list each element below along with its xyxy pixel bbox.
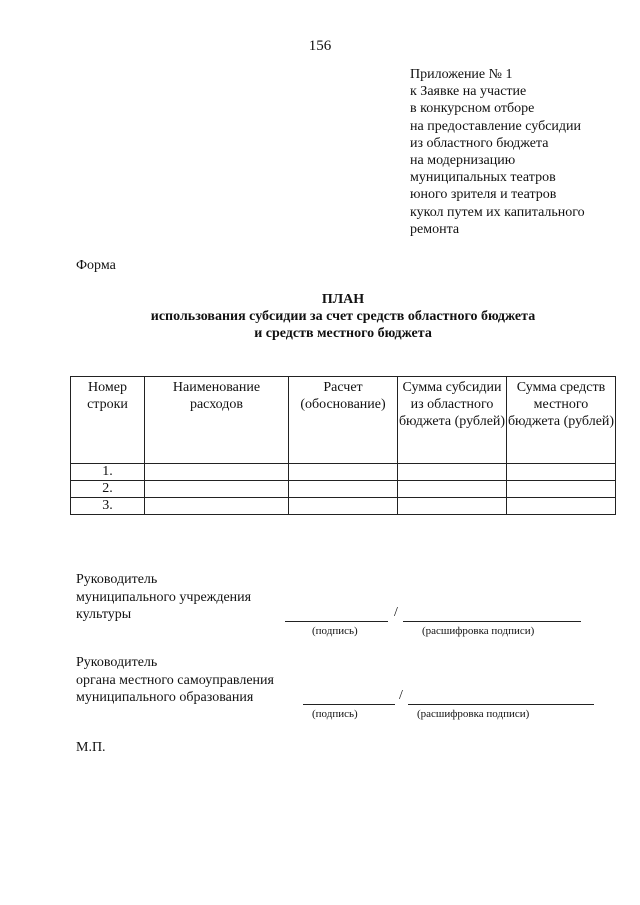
signature1-label xyxy=(76,571,251,624)
signature2-caption-decode: (расшифровка подписи) xyxy=(417,708,530,720)
appendix-line: Приложение № 1 xyxy=(410,67,513,82)
form-label: Форма xyxy=(76,258,116,273)
appendix-block xyxy=(410,66,585,238)
table-cell xyxy=(507,498,616,515)
signature1-caption-decode: (расшифровка подписи) xyxy=(422,625,535,637)
appendix-line: кукол путем их капитального xyxy=(410,204,585,220)
appendix-line: муниципальных театров xyxy=(410,170,556,186)
table-cell xyxy=(145,481,289,498)
table-cell xyxy=(145,498,289,515)
table-cell xyxy=(398,498,507,515)
appendix-line: на предоставление субсидии xyxy=(410,118,582,134)
signature2-decode-line xyxy=(408,704,594,705)
title-line-3: и средств местного бюджета xyxy=(254,326,432,341)
table-cell xyxy=(145,464,289,481)
column-header-local-budget: Сумма средств местного бюджета (рублей) xyxy=(507,377,616,464)
table-header-row xyxy=(71,377,616,464)
signature2-sign-line xyxy=(303,704,395,705)
signature1-label-line: Руководитель xyxy=(76,572,158,587)
column-header-expenses: Наименование расходов xyxy=(145,377,289,464)
appendix-line: к Заявке на участие xyxy=(410,84,527,100)
row-number-cell: 1. xyxy=(71,464,145,481)
appendix-line: в конкурсном отборе xyxy=(410,101,535,117)
signature1-label-line: муниципального учреждения xyxy=(76,589,252,605)
table-row xyxy=(71,498,616,515)
signature1-decode-line xyxy=(403,621,581,622)
signature1-caption-sign: (подпись) xyxy=(312,625,358,637)
table-cell xyxy=(289,498,398,515)
appendix-line: ремонта xyxy=(410,221,460,237)
signature2-label xyxy=(76,654,274,707)
signature2-caption-sign: (подпись) xyxy=(312,708,358,720)
table-cell xyxy=(289,481,398,498)
table-cell xyxy=(507,464,616,481)
column-header-calculation: Расчет (обоснование) xyxy=(289,377,398,464)
appendix-line: на модернизацию xyxy=(410,153,516,169)
table-cell xyxy=(398,481,507,498)
signature2-label-line: муниципального образования xyxy=(76,690,254,705)
page-number: 156 xyxy=(308,38,332,54)
title-line-1: ПЛАН xyxy=(321,292,365,307)
stamp-place-label: М.П. xyxy=(76,740,106,755)
appendix-line: из областного бюджета xyxy=(410,135,549,151)
signature1-sign-line xyxy=(285,621,388,622)
table-row xyxy=(71,464,616,481)
signature2-label-line: Руководитель xyxy=(76,655,158,670)
appendix-line: юного зрителя и театров xyxy=(410,187,557,203)
table-cell xyxy=(398,464,507,481)
row-number-cell: 2. xyxy=(71,481,145,498)
signature1-label-line: культуры xyxy=(76,607,132,622)
table-cell xyxy=(507,481,616,498)
table-cell xyxy=(289,464,398,481)
signature1-slash: / xyxy=(394,605,398,620)
signature2-label-line: органа местного самоуправления xyxy=(76,672,274,688)
signature2-slash: / xyxy=(399,688,403,703)
table-row xyxy=(71,481,616,498)
plan-table xyxy=(70,376,616,515)
title-line-2: использования субсидии за счет средств областного бюджета xyxy=(150,309,536,324)
document-title xyxy=(0,291,640,342)
column-header-regional-subsidy: Сумма субсидии из областного бюджета (рублей) xyxy=(398,377,507,464)
column-header-row-number: Номер строки xyxy=(71,377,145,464)
row-number-cell: 3. xyxy=(71,498,145,515)
